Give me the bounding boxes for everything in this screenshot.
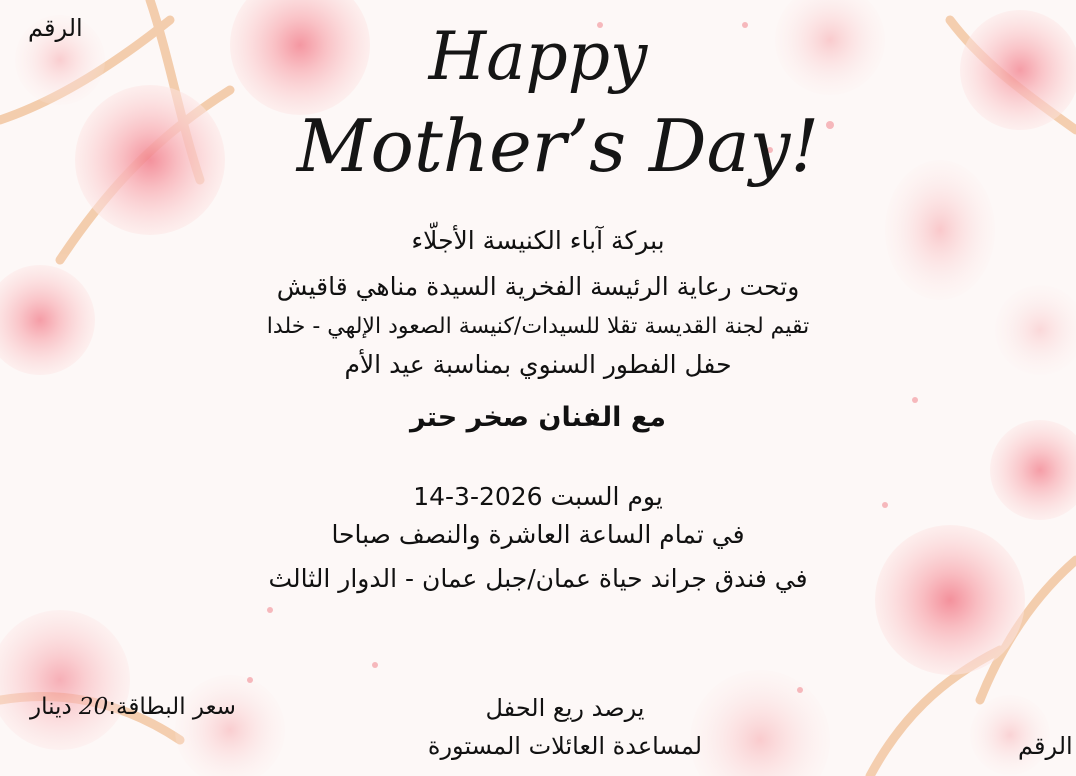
- event-line: حفل الفطور السنوي بمناسبة عيد الأم: [344, 350, 732, 379]
- venue-line: في فندق جراند حياة عمان/جبل عمان - الدوار الثالث: [268, 564, 808, 593]
- title-happy: Happy: [428, 18, 648, 95]
- proceeds-line-1: يرصد ريع الحفل: [485, 694, 645, 722]
- patronage-line: وتحت رعاية الرئيسة الفخرية السيدة مناهي قاقيش: [276, 272, 800, 301]
- ticket-price-value: 20: [79, 694, 109, 720]
- ticket-price-label: سعر البطاقة:: [108, 694, 236, 720]
- artist-line: مع الفنان صخر حتر: [409, 402, 666, 433]
- ticket-price: [30, 694, 236, 720]
- time-line: في تمام الساعة العاشرة والنصف صباحا: [331, 520, 745, 549]
- date-line: يوم السبت 2026-3-14: [413, 482, 663, 511]
- ticket-price-unit: دينار: [30, 694, 72, 720]
- number-label-bottom: الرقم: [1018, 732, 1073, 760]
- number-label-top: الرقم: [28, 14, 83, 42]
- organizer-line: تقيم لجنة القديسة تقلا للسيدات/كنيسة الصعود الإلهي - خلدا: [266, 314, 810, 339]
- blessing-line: ببركة آباء الكنيسة الأجلّاء: [411, 226, 665, 255]
- title-mothers-day: Mother’s Day!: [296, 104, 820, 188]
- proceeds-line-2: لمساعدة العائلات المستورة: [427, 732, 703, 760]
